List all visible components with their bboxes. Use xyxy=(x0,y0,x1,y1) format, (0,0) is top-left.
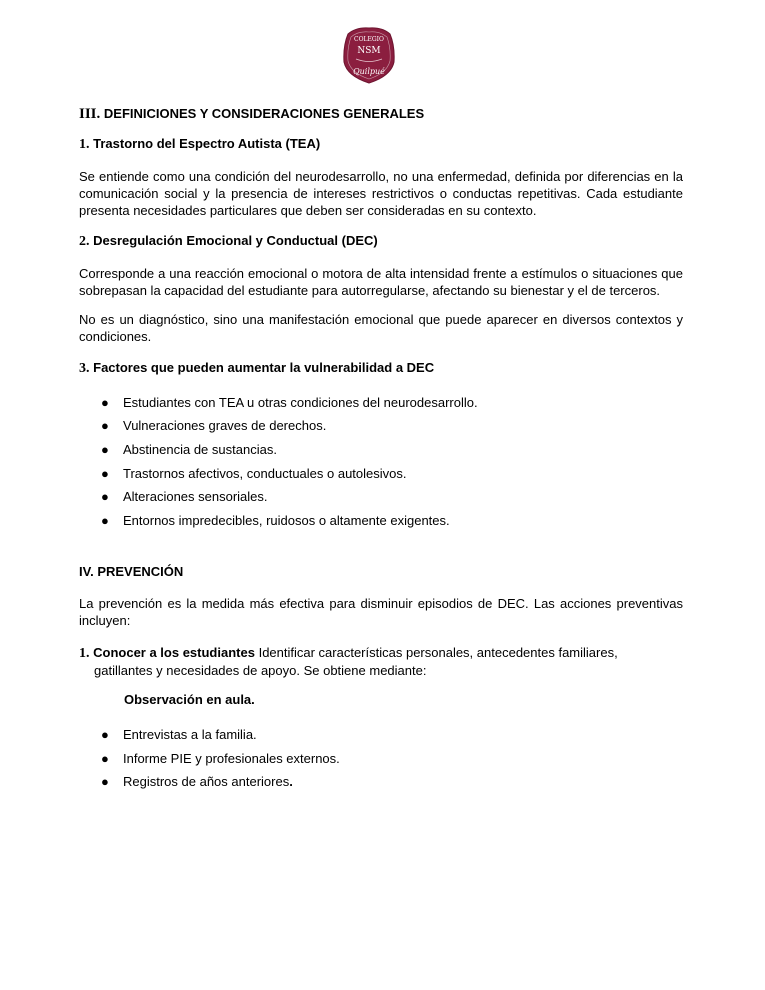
dec-definition-paragraph: Corresponde a una reacción emocional o motora de alta intensidad frente a estímulos o situaciones que sobrepasan la capacidad del estudiante para autorregularse, afectando su bienestar y el de terceros. xyxy=(79,266,683,298)
logo-line-3: Quilpué xyxy=(353,67,385,76)
section-3-heading xyxy=(79,106,683,123)
list-item-text: Estudiantes con TEA u otras condiciones del neurodesarrollo. xyxy=(123,395,478,410)
prevention-item-1-label: Conocer a los estudiantes xyxy=(93,645,255,660)
logo-line-1: COLEGIO xyxy=(354,36,384,43)
list-item-text xyxy=(123,773,293,790)
section-4-heading: IV. PREVENCIÓN xyxy=(79,564,184,579)
list-item-text: Entornos impredecibles, ruidosos o altamente exigentes. xyxy=(123,513,450,528)
subsection-3-heading xyxy=(79,360,683,377)
section-3-number: III. xyxy=(79,106,101,122)
subsection-2-title: Desregulación Emocional y Conductual (DEC) xyxy=(93,233,378,248)
list-item-text: Informe PIE y profesionales externos. xyxy=(123,751,340,766)
prevention-item-1-text-line-2: gatillantes y necesidades de apoyo. Se obtiene mediante: xyxy=(94,663,427,678)
list-item-text: Abstinencia de sustancias. xyxy=(123,442,277,457)
list-item-text-main: Registros de años anteriores xyxy=(123,774,290,789)
bullet-dot: ● xyxy=(101,751,109,766)
prevention-intro-paragraph: La prevención es la medida más efectiva para disminuir episodios de DEC. Las acciones preventivas incluyen: xyxy=(79,596,683,628)
bullet-dot: ● xyxy=(101,466,109,481)
bullet-dot: ● xyxy=(101,489,109,504)
bullet-dot: ● xyxy=(101,727,109,742)
prevention-item-1 xyxy=(79,644,683,679)
prevention-item-1-text-line-1: Identificar características personales, antecedentes familiares, xyxy=(258,645,618,660)
subsection-1-number: 1. xyxy=(79,137,90,152)
logo-line-2: NSM xyxy=(357,46,381,56)
dec-note-paragraph: No es un diagnóstico, sino una manifestación emocional que puede aparecer en diversos contextos y condiciones. xyxy=(79,312,683,344)
subsection-2-number: 2. xyxy=(79,234,90,249)
subsection-1-heading xyxy=(79,136,683,153)
subsection-3-number: 3. xyxy=(79,361,90,376)
bullet-dot: ● xyxy=(101,774,109,789)
list-item-text: Trastornos afectivos, conductuales o autolesivos. xyxy=(123,466,407,481)
bullet-dot: ● xyxy=(101,442,109,457)
list-item-final-period: . xyxy=(289,774,293,789)
prevention-item-1-number: 1. xyxy=(79,646,90,661)
list-item-text: Alteraciones sensoriales. xyxy=(123,489,268,504)
observation-label: Observación en aula. xyxy=(124,692,255,707)
subsection-3-title: Factores que pueden aumentar la vulnerabilidad a DEC xyxy=(93,360,435,375)
school-crest-logo xyxy=(342,26,396,84)
section-3-title: DEFINICIONES Y CONSIDERACIONES GENERALES xyxy=(103,106,425,121)
tea-definition-paragraph: Se entiende como una condición del neurodesarrollo, no una enfermedad, definida por diferencias en la comunicación social y la presencia de intereses restrictivos o conductas repetitivas. Cada estudiante presenta necesidades particulares que deben ser consideradas en su contexto. xyxy=(79,169,683,218)
list-item-text: Vulneraciones graves de derechos. xyxy=(123,418,327,433)
bullet-dot: ● xyxy=(101,395,109,410)
subsection-2-heading xyxy=(79,233,683,250)
bullet-dot: ● xyxy=(101,418,109,433)
subsection-1-title: Trastorno del Espectro Autista (TEA) xyxy=(93,136,321,151)
list-item-text: Entrevistas a la familia. xyxy=(123,727,257,742)
bullet-dot: ● xyxy=(101,513,109,528)
